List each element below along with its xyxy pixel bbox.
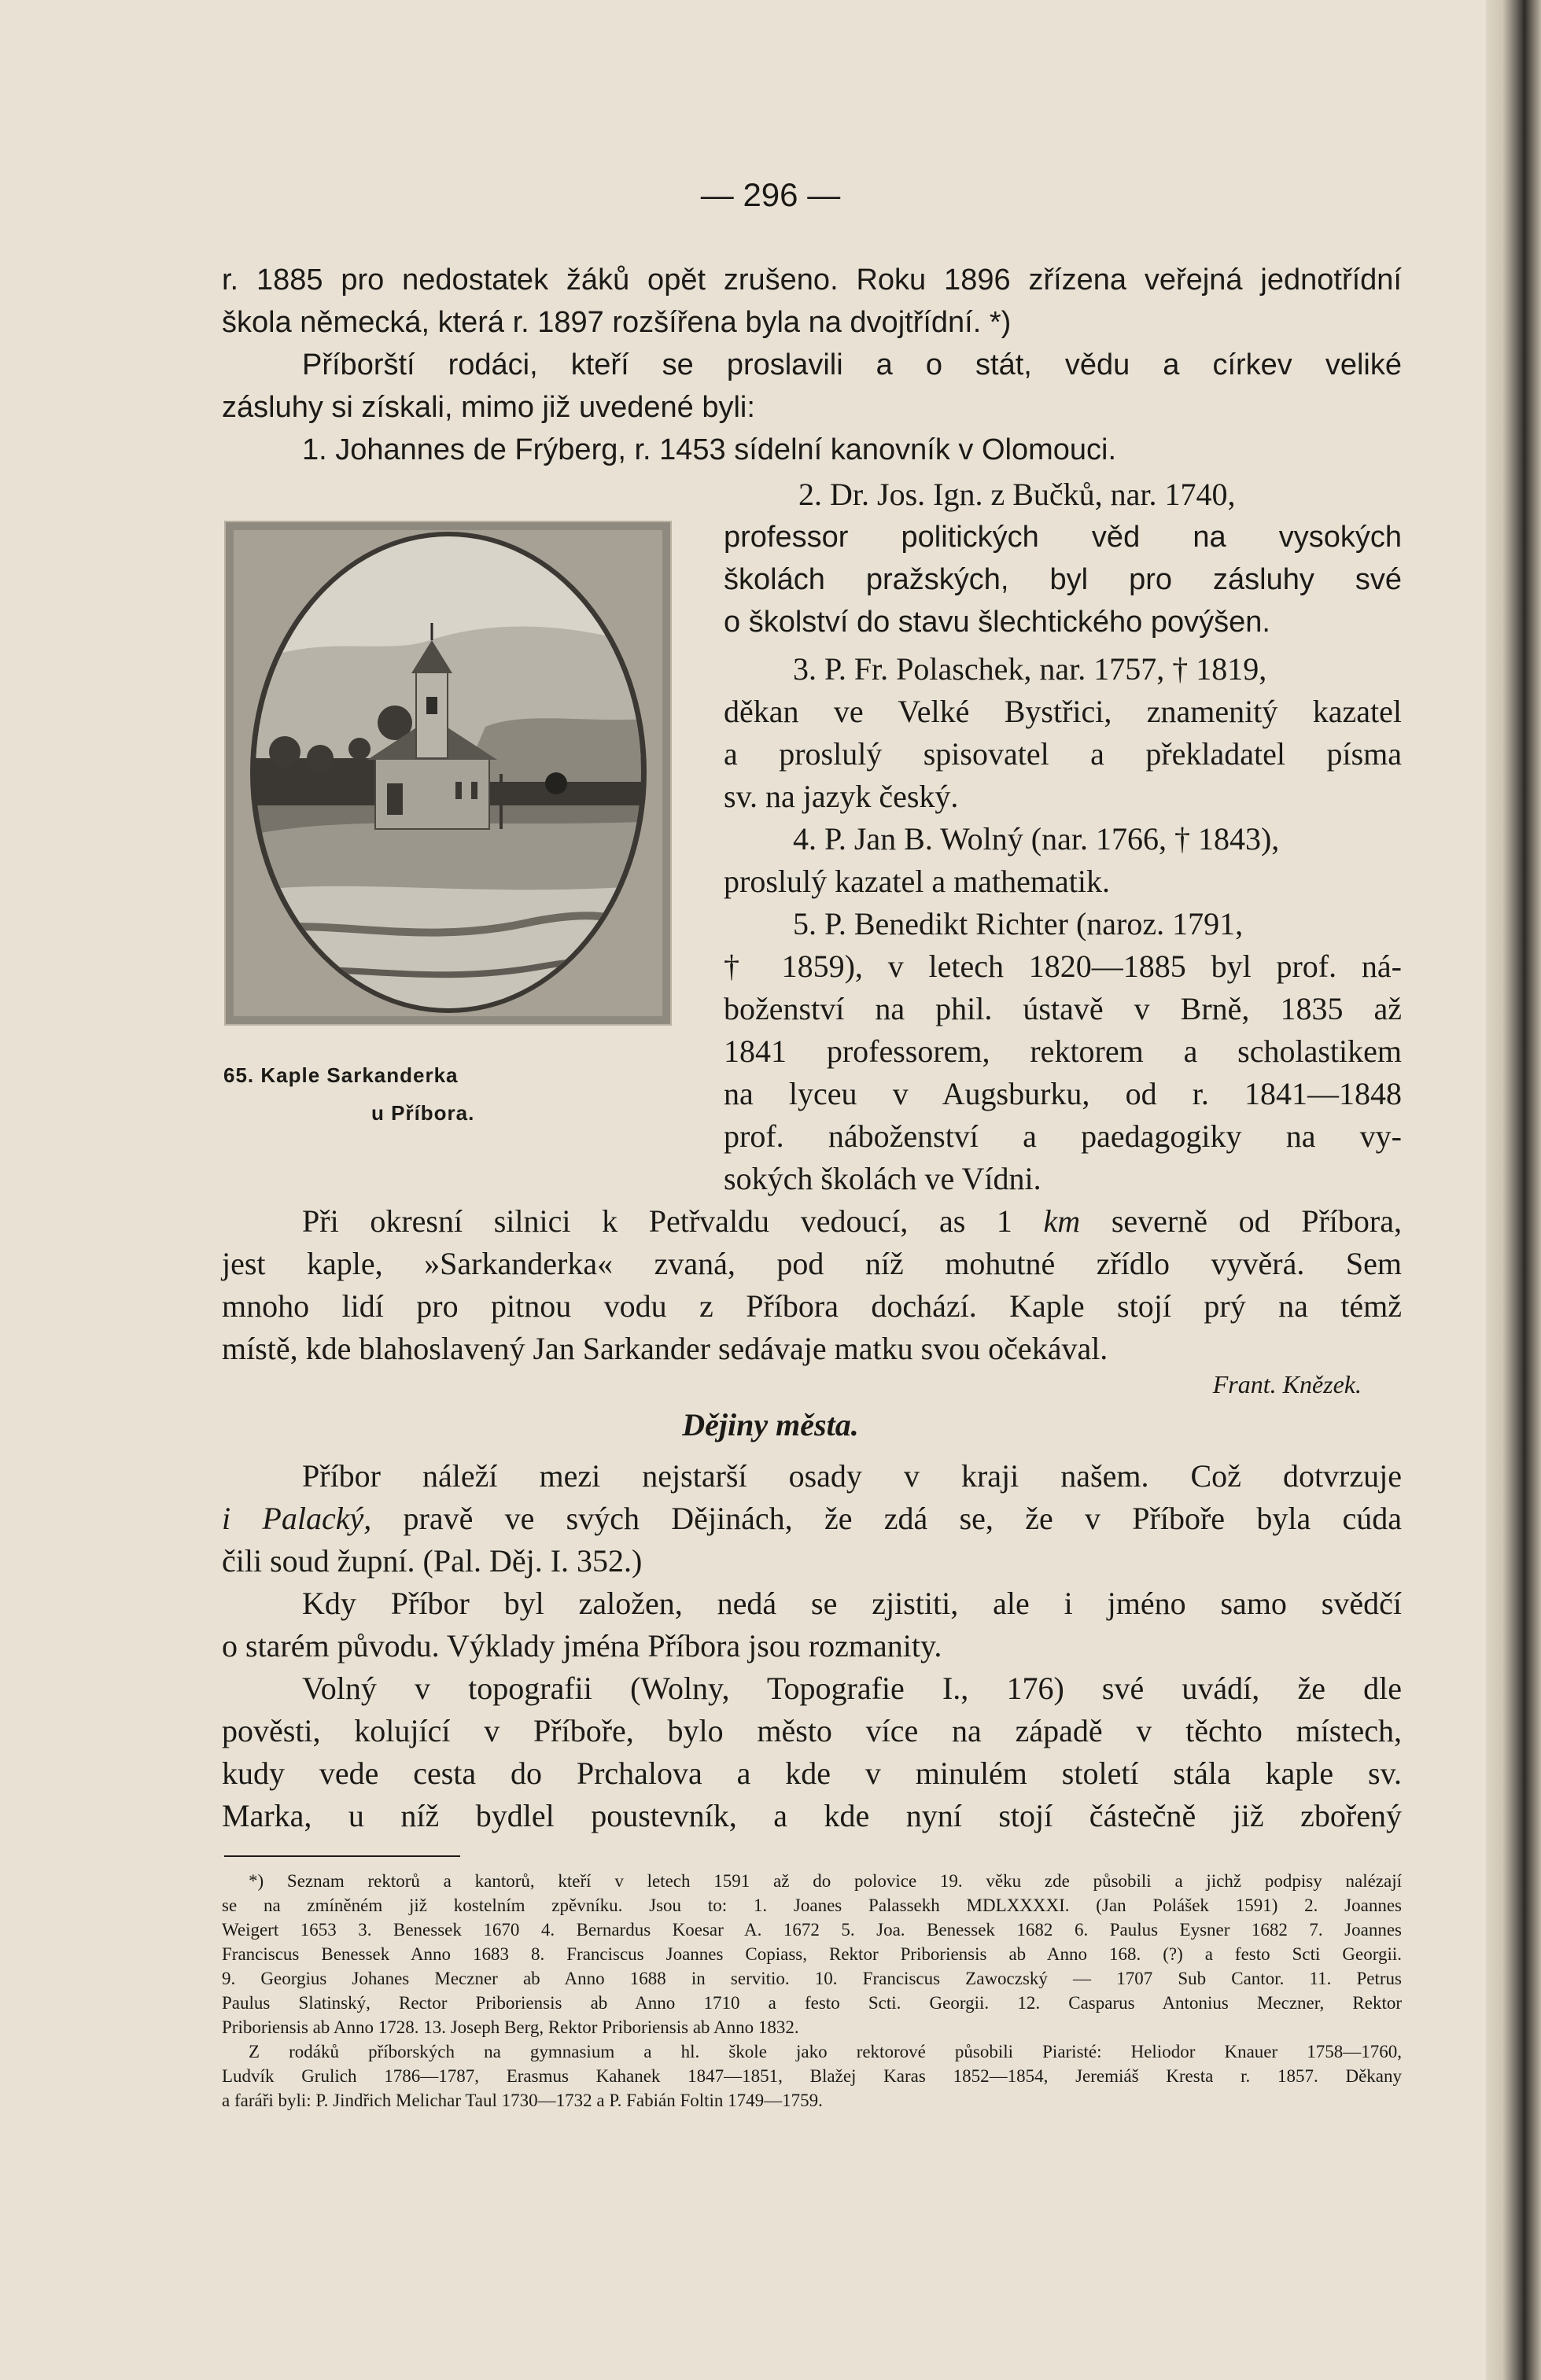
- text-line: 1841 professorem, rektorem a scholastikem: [724, 1033, 1402, 1069]
- text-line: čili soud župní. (Pal. Děj. I. 352.): [222, 1543, 643, 1579]
- text-line: o školství do stavu šlechtického povýšen.: [724, 606, 1270, 639]
- footnote-divider: [224, 1855, 460, 1857]
- footnote-line: Franciscus Benessek Anno 1683 8. Franciscus Joannes Copiass, Rektor Priboriensis ab Anno 168. (?) a festo Scti Georgii.: [222, 1944, 1402, 1964]
- text-line: školách pražských, byl pro zásluhy své: [724, 563, 1402, 596]
- text-line: 2. Dr. Jos. Ign. z Bučků, nar. 1740,: [798, 477, 1236, 512]
- text-line: boženství na phil. ústavě v Brně, 1835 až: [724, 991, 1402, 1026]
- text-line: jest kaple, »Sarkanderka« zvaná, pod níž mohutné zřídlo vyvěrá. Sem: [222, 1246, 1402, 1281]
- footnote-line: Ludvík Grulich 1786—1787, Erasmus Kahanek 1847—1851, Blažej Karas 1852—1854, Jeremiáš Kresta r. 1857. Děkany: [222, 2066, 1402, 2086]
- text-line: r. 1885 pro nedostatek žáků opět zrušeno. Roku 1896 zřízena veřejná jednotřídní: [222, 263, 1402, 297]
- footnote-line: 9. Georgius Johanes Meczner ab Anno 1688 in servitio. 10. Franciscus Zawoczský — 1707 Sub Cantor. 11. Petrus: [222, 1969, 1402, 1988]
- text-line: místě, kde blahoslavený Jan Sarkander sedávaje matku svou očekával.: [222, 1331, 1108, 1366]
- text-line: 1. Johannes de Frýberg, r. 1453 sídelní kanovník v Olomouci.: [302, 433, 1117, 466]
- text-line: 5. P. Benedikt Richter (naroz. 1791,: [793, 906, 1244, 941]
- footnote-line: Z rodáků příborských na gymnasium a hl. škole jako rektorové působili Piaristé: Heliodor Knauer 1758—1760,: [249, 2042, 1402, 2061]
- text-line: professor politických věd na vysokých: [724, 521, 1402, 554]
- page-number: — 296 —: [700, 176, 841, 213]
- text-line: Kdy Příbor byl založen, nedá se zjistiti, ale i jméno samo svědčí: [302, 1586, 1402, 1621]
- footnote-line: se na zmíněném již kostelním zpěvníku. Jsou to: 1. Joanes Palassekh MDLXXXXI. (Jan Polášek 1591) 2. Joannes: [222, 1896, 1402, 1915]
- text-line: sv. na jazyk český.: [724, 779, 959, 814]
- text-line: a proslulý spisovatel a překladatel písma: [724, 736, 1402, 772]
- figure-caption: u Příbora.: [371, 1101, 475, 1125]
- text-line: zásluhy si získali, mimo již uvedené byli:: [222, 391, 755, 424]
- footnote-line: Priboriensis ab Anno 1728. 13. Joseph Berg, Rektor Priboriensis ab Anno 1832.: [222, 2017, 799, 2037]
- footnote-line: *) Seznam rektorů a kantorů, kteří v letech 1591 až do polovice 19. věku zde působili a jichž podpisy nalézají: [249, 1871, 1402, 1891]
- text-span: severně od Příbora,: [1080, 1203, 1402, 1239]
- text-line: děkan ve Velké Bystřici, znamenitý kazatel: [724, 694, 1402, 729]
- text-line: Příborští rodáci, kteří se proslavili a o stát, vědu a církev veliké: [302, 348, 1402, 381]
- footnote-line: a faráři byli: P. Jindřich Melichar Taul 1730—1732 a P. Fabián Foltin 1749—1759.: [222, 2091, 823, 2110]
- text-span: Při okresní silnici k Petřvaldu vedoucí, as 1: [302, 1203, 1044, 1239]
- footnote-line: Paulus Slatinský, Rector Priboriensis ab Anno 1710 a festo Scti. Georgii. 12. Casparus Antonius Meczner, Rektor: [222, 1993, 1402, 2013]
- text-line: prof. náboženství a paedagogiky na vy-: [724, 1118, 1402, 1154]
- text-line: o starém původu. Výklady jména Příbora jsou rozmanity.: [222, 1628, 942, 1663]
- book-spine-edge: [1486, 0, 1541, 2380]
- author-name: i Palacký,: [222, 1501, 372, 1536]
- text-line: 4. P. Jan B. Wolný (nar. 1766, † 1843),: [793, 821, 1280, 857]
- text-line: [302, 1201, 1402, 1242]
- text-line: pověsti, kolující v Příboře, bylo město více na západě v těchto místech,: [222, 1713, 1402, 1748]
- text-line: na lyceu v Augsburku, od r. 1841—1848: [724, 1076, 1402, 1111]
- text-line: Příbor náleží mezi nejstarší osady v kraji našem. Což dotvrzuje: [302, 1458, 1402, 1494]
- text-line: † 1859), v letech 1820—1885 byl prof. ná-: [724, 949, 1402, 984]
- text-line: mnoho lidí pro pitnou vodu z Příbora dochází. Kaple stojí prý na témž: [222, 1288, 1402, 1324]
- text-span: pravě ve svých Dějinách, že zdá se, že v Příboře byla cúda: [371, 1501, 1403, 1536]
- text-line: Volný v topografii (Wolny, Topografie I., 176) své uvádí, že dle: [302, 1671, 1402, 1706]
- text-line: sokých školách ve Vídni.: [724, 1161, 1041, 1196]
- figure-caption: 65. Kaple Sarkanderka: [223, 1063, 459, 1087]
- text-line: 3. P. Fr. Polaschek, nar. 1757, † 1819,: [793, 651, 1267, 687]
- chapel-illustration: [224, 521, 672, 1026]
- text-line: [222, 1498, 1402, 1539]
- unit-km: km: [1043, 1203, 1081, 1239]
- section-heading: Dějiny města.: [682, 1407, 859, 1442]
- text-line: škola německá, která r. 1897 rozšířena byla na dvojtřídní. *): [222, 306, 1012, 339]
- footnote-line: Weigert 1653 3. Benessek 1670 4. Bernardus Koesar A. 1672 5. Joa. Benessek 1682 6. Paulus Eysner 1682 7. Joannes: [222, 1920, 1402, 1940]
- text-line: kudy vede cesta do Prchalova a kde v minulém století stála kaple sv.: [222, 1756, 1402, 1791]
- text-line: proslulý kazatel a mathematik.: [724, 864, 1110, 899]
- author-signature: Frant. Knězek.: [1212, 1370, 1362, 1398]
- text-line: Marka, u níž bydlel poustevník, a kde nyní stojí částečně již zbořený: [222, 1798, 1402, 1833]
